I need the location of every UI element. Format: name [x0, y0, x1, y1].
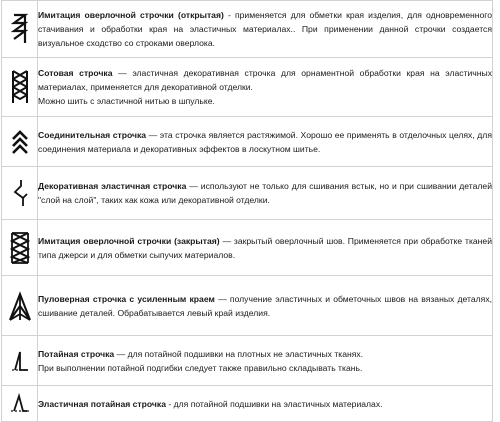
table-row: [2, 117, 493, 167]
overlock-open-stitch-icon: [2, 13, 37, 45]
table-row: [2, 336, 493, 386]
icon-cell: [2, 117, 38, 167]
description-cell: [38, 1, 493, 58]
table-row: [2, 220, 493, 276]
stitch-description: [38, 347, 492, 361]
icon-cell: [2, 386, 38, 422]
honeycomb-stitch-icon: [2, 69, 37, 105]
stitch-title: Соединительная строчка: [38, 129, 147, 140]
icon-cell: [2, 58, 38, 117]
description-cell: [38, 276, 493, 336]
stitch-text: - для потайной подшивки на эластичных материалах.: [165, 398, 383, 409]
stitch-title: Имитация оверлочной строчки (закрытая): [38, 235, 220, 246]
icon-cell: [2, 220, 38, 276]
stitch-description: [38, 128, 492, 156]
pullover-stitch-icon: [2, 290, 37, 322]
icon-cell: [2, 276, 38, 336]
icon-cell: [2, 336, 38, 386]
decorative-elastic-stitch-icon: [2, 178, 37, 208]
description-cell: [38, 167, 493, 220]
stitch-description: [38, 397, 492, 411]
stitch-extra-note: При выполнении потайной подгибки следует также правильно складывать ткань.: [38, 362, 363, 373]
stitch-table: [1, 0, 493, 422]
description-cell: [38, 117, 493, 167]
icon-cell: [2, 167, 38, 220]
stitch-text: - применяется для обметки края изделия, для одновременного стачивания и обработки края на эластичных материалах.. При применении данной строчки создается визуальное сходство со строками оверлока.: [38, 10, 492, 48]
stitch-title: Имитация оверлочной строчки (открытая): [38, 10, 224, 20]
stitch-title: Потайная строчка: [38, 348, 115, 359]
stitch-text: — для потайной подшивки на плотных не эластичных тканях.: [114, 348, 364, 359]
table-row: [2, 386, 493, 422]
description-cell: [38, 386, 493, 422]
overlock-closed-stitch-icon: [2, 231, 37, 265]
table-row: [2, 1, 493, 58]
stitch-title: Эластичная потайная строчка: [38, 398, 166, 409]
stitch-text: — используют не только для сшивания встык, но и при сшивании деталей "слой на слой", таких как кожа или декоративной отделки.: [38, 181, 492, 205]
stitch-text: — закрытый оверлочный шов. Применяется при обработке тканей типа джерси и для обметки сыпучих материалов.: [38, 235, 492, 260]
blind-hem-stitch-icon: [2, 348, 37, 374]
stitch-description: [38, 179, 492, 207]
description-cell: [38, 220, 493, 276]
table-row: [2, 276, 493, 336]
description-cell: [38, 336, 493, 386]
stitch-text: — получение эластичных и обметочных швов на вязаных деталях, сшивание деталей. Обрабатывается левый край изделия.: [38, 293, 492, 318]
icon-cell: [2, 1, 38, 58]
stitch-description: [38, 8, 492, 50]
elastic-blind-hem-stitch-icon: [2, 393, 37, 415]
table-row: [2, 167, 493, 220]
stitch-text: — эта строчка является растяжимой. Хорошо ее применять в отделочных целях, для соединения материала и декоративных эффектов в лоскутном шитье.: [38, 129, 492, 154]
connecting-stitch-icon: [2, 129, 37, 155]
stitch-description: [38, 66, 492, 94]
stitch-title: Декоративная эластичная строчка: [38, 181, 187, 191]
stitch-title: Пуловерная строчка с усиленным краем: [38, 293, 215, 304]
stitch-description: [38, 292, 492, 320]
description-cell: [38, 58, 493, 117]
table-row: [2, 58, 493, 117]
stitch-text: — эластичная декоративная строчка для орнаментной обработки края на эластичных материалах, применяется для декоративной отделки.: [38, 68, 493, 92]
stitch-extra-note: Можно шить с эластичной нитью в шпульке.: [38, 96, 215, 106]
stitch-title: Сотовая строчка: [38, 68, 113, 78]
stitch-description: [38, 234, 492, 262]
